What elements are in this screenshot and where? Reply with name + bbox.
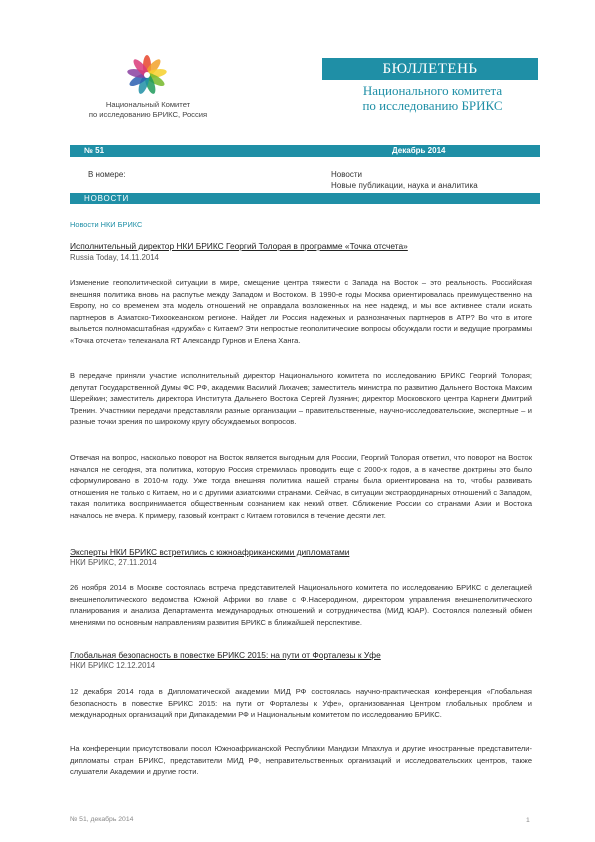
footer-issue: № 51, декабрь 2014 (70, 816, 134, 823)
page-number: 1 (526, 817, 530, 824)
article-3-paragraph-2: На конференции присутствовали посол Южноафриканской Республики Мандизи Мпахлуа и другие иностранные представители-дипломаты стран БРИКС, представители МИД РФ, неправительственных организаций и исследовательских центров, также слушатели Академии и другие гости. (70, 744, 532, 776)
toc-item-publications[interactable]: Новые публикации, наука и аналитика (331, 181, 478, 190)
article-2-source: НКИ БРИКС, 27.11.2014 (70, 558, 157, 567)
section-label-news: НОВОСТИ (84, 194, 130, 203)
article-1-paragraph-2: В передаче приняли участие исполнительный директор Национального комитета по исследованию БРИКС Георгий Толорая; депутат Государственной Думы ФС РФ, академик Василий Лихачев; заместитель министра по развитию Дальнего Востока Максим Шерейкин; заместитель директора Института Дальнего Востока Сергей Лузянин; директор Московского центра Карнеги Дмитрий Тренин. Участники передачи представляли разные организации – правительственные, научно-исследовательские, экспертные – и разные точки зрения по широкому кругу обсуждаемых вопросов. (70, 371, 532, 426)
organization-name (78, 100, 218, 120)
issue-date: Декабрь 2014 (392, 146, 446, 155)
section-bar (70, 193, 540, 204)
bulletin-subtitle-2: по исследованию БРИКС (362, 98, 503, 113)
article-3-paragraph-1: 12 декабря 2014 года в Дипломатической академии МИД РФ состоялась научно-практическая конференция «Глобальная безопасность в повестке БРИКС 2015: на пути от Форталезы к Уфе», организованная Центром глобальных проблем и международных организаций при Дипакадемии РФ и Национальным комитетом по исследованию БРИКС. (70, 687, 532, 719)
bulletin-title: БЮЛЛЕТЕНЬ (382, 61, 478, 77)
article-2-paragraph-1: 26 ноября 2014 в Москве состоялась встреча представителей Национального комитета по исследованию БРИКС с делегацией внешнеполитического ведомства Южной Африки во главе с Ф.Насеродином, директором управления внешнеполитического планирования и анализа Департамента международных отношений и сотрудничества (МИД ЮАР). Состоялся полезный обмен мнениями по основным направлениям развития БРИКС в ближайшей перспективе. (70, 583, 532, 627)
issue-bar (70, 145, 540, 157)
bulletin-subtitle-1: Национального комитета (362, 83, 503, 98)
article-3-source: НКИ БРИКС 12.12.2014 (70, 661, 156, 670)
article-2-title[interactable]: Эксперты НКИ БРИКС встретились с южноафриканскими дипломатами (70, 547, 350, 557)
article-1-title[interactable]: Исполнительный директор НКИ БРИКС Георгий Толорая в программе «Точка отсчета» (70, 241, 408, 251)
org-line-1: Национальный Комитет (105, 100, 191, 109)
article-3-title[interactable]: Глобальная безопасность в повестке БРИКС 2015: на пути от Форталезы к Уфе (70, 650, 381, 660)
news-heading: Новости НКИ БРИКС (70, 220, 143, 229)
article-1-paragraph-1: Изменение геополитической ситуации в мире, смещение центра тяжести с Запада на Восток – это реальность. Российская внешняя политика вновь на распутье между Западом и Востоком. В 1990-е годы Москва ориентировалась преимущественно на Европу, но со временем эта модель отношений не оправдала возложенных на нее надежд, и мы все активнее стали искать партнеров в Азиатско-Тихоокеанском регионе. Найдет ли Россия надежных и разнозначных партнеров в АТР? Во что в итоге выльется полномасштабная «дружба» с Китаем? Эти непростые геополитические вопросы обсуждали гости и ведущие программы «Точка отсчета» телеканала RT Александр Гурнов и Елена Ханга. (70, 278, 532, 345)
article-1-paragraph-3: Отвечая на вопрос, насколько поворот на Восток является выгодным для России, Георгий Толорая ответил, что поворот на Восток начался не сегодня, эта политика, которую Россия стремилась проводить еще с 2000-х годов, а в качестве доктрины это было сформулировано в 2010-м году. Уже тогда внешняя политика нашей страны была ориентирована на то, чтобы развивать отношения не только с Китаем, но и с другими азиатскими странами. Сейчас, в ситуации экстраординарных отношений с Западом, такая политика воспринимается общественным сознанием как некий ответ. Сближение России со странами Азии и Востока началось не вчера. К примеру, газовый контракт с Китаем готовился в течение десяти лет. (70, 453, 532, 520)
brics-logo-icon (124, 52, 170, 98)
issue-number: № 51 (84, 146, 105, 155)
toc-item-news[interactable]: Новости (331, 170, 362, 179)
org-line-2: по исследованию БРИКС, Россия (88, 110, 208, 119)
article-1-source: Russia Today, 14.11.2014 (70, 253, 159, 262)
toc-label: В номере: (88, 170, 126, 179)
